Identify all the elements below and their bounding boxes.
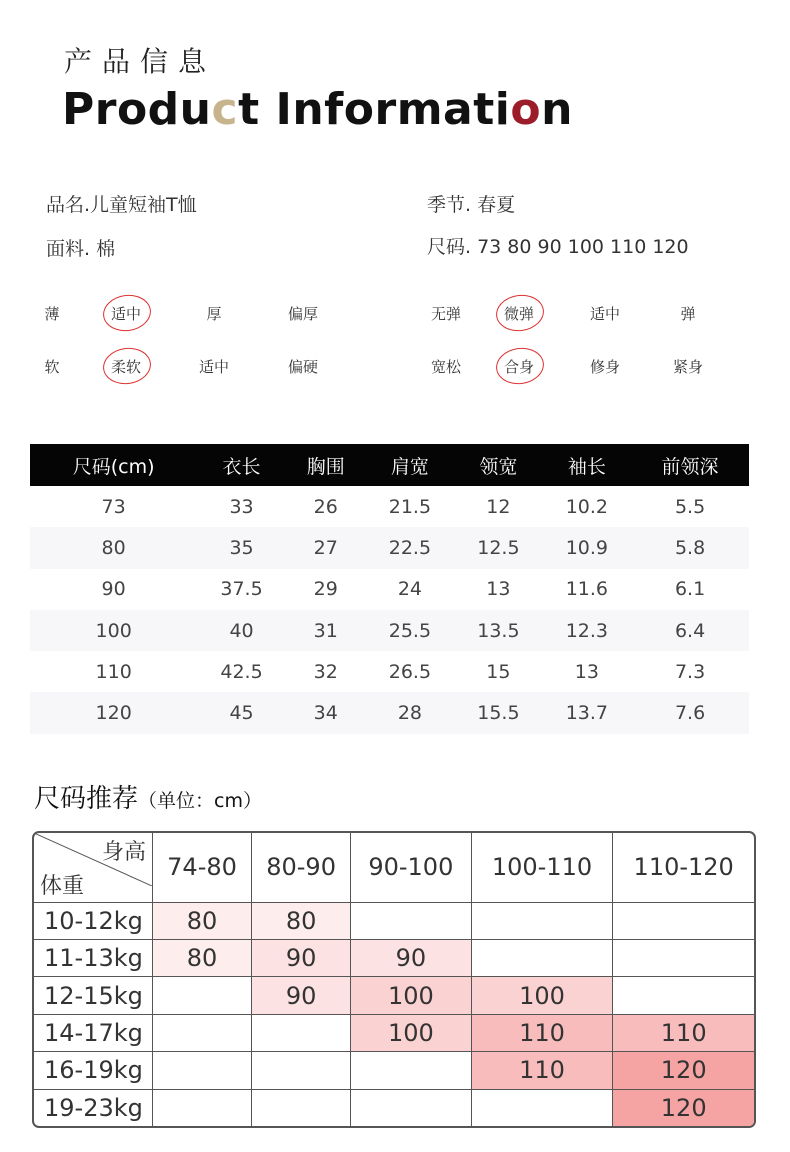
recommend-cell: 100 — [471, 977, 613, 1014]
title-part: n — [541, 84, 573, 135]
table-cell: 120 — [30, 692, 197, 733]
table-cell: 80 — [30, 527, 197, 568]
table-cell: 33 — [229, 495, 254, 518]
recommend-cell — [471, 902, 613, 939]
attr-fit-3: 紧身 — [672, 358, 703, 376]
table-row — [30, 486, 749, 527]
recommend-cell — [351, 1089, 471, 1126]
page-title-en — [62, 84, 573, 135]
height-header: 74-80 — [153, 833, 252, 902]
product-season: 季节. 春夏 — [427, 194, 516, 216]
recommend-row — [34, 939, 754, 976]
col-header: 胸围 — [286, 444, 366, 486]
table-cell: 10.9 — [543, 527, 631, 568]
col-header: 领宽 — [454, 444, 542, 486]
corner-height-label: 身高 — [101, 840, 146, 865]
attr-fit-0: 宽松 — [430, 358, 461, 376]
height-header: 110-120 — [613, 833, 754, 902]
recommend-table-frame — [32, 831, 756, 1128]
table-cell: 37.5 — [220, 578, 263, 601]
recommend-row — [34, 902, 754, 939]
table-cell: 29 — [313, 578, 338, 601]
table-row — [30, 569, 749, 610]
recommend-cell: 100 — [351, 977, 471, 1014]
table-cell: 26.5 — [388, 660, 432, 683]
table-row — [30, 527, 749, 568]
recommend-cell — [252, 1089, 351, 1126]
product-fabric: 面料. 棉 — [46, 238, 116, 260]
recommend-cell: 100 — [351, 1014, 471, 1051]
weight-label: 16-19kg — [34, 1052, 153, 1089]
recommend-cell — [153, 1014, 252, 1051]
table-cell: 7.3 — [674, 660, 706, 683]
table-cell: 10.2 — [565, 495, 609, 518]
recommend-cell: 120 — [613, 1052, 754, 1089]
recommend-unit: （单位：cm） — [138, 790, 262, 812]
recommend-title — [34, 778, 262, 815]
attr-softness-3: 偏硬 — [287, 358, 318, 376]
recommend-cell: 90 — [351, 939, 471, 976]
recommend-cell: 110 — [471, 1014, 613, 1051]
col-header: 前领深 — [631, 444, 749, 486]
height-header: 90-100 — [351, 833, 471, 902]
col-header: 肩宽 — [366, 444, 454, 486]
table-cell: 45 — [197, 692, 285, 733]
table-header-row — [30, 444, 749, 486]
table-cell: 13.7 — [543, 692, 631, 733]
table-cell: 13.5 — [454, 610, 542, 651]
attr-softness-0: 软 — [44, 358, 60, 376]
attr-fit-1: 合身 — [489, 356, 549, 377]
table-cell: 100 — [30, 610, 197, 651]
attr-thickness-2: 厚 — [206, 305, 222, 323]
attr-fit-2: 修身 — [589, 358, 620, 376]
recommend-cell — [351, 902, 471, 939]
table-cell: 40 — [197, 610, 285, 651]
table-cell: 26 — [313, 495, 338, 518]
weight-label: 19-23kg — [34, 1089, 153, 1126]
table-cell: 12 — [486, 495, 511, 518]
recommend-cell — [613, 977, 754, 1014]
recommend-cell: 90 — [252, 977, 351, 1014]
recommend-cell — [351, 1052, 471, 1089]
table-cell: 15 — [486, 660, 511, 683]
weight-label: 14-17kg — [34, 1014, 153, 1051]
table-cell: 110 — [95, 660, 132, 683]
col-header: 衣长 — [197, 444, 285, 486]
table-cell: 34 — [286, 692, 366, 733]
recommend-row — [34, 1089, 754, 1126]
product-name: 品名.儿童短袖T恤 — [46, 194, 197, 216]
title-part: t Informati — [238, 84, 511, 135]
table-cell: 28 — [366, 692, 454, 733]
table-cell: 35 — [197, 527, 285, 568]
recommend-cell — [153, 1089, 252, 1126]
product-sizes: 尺码. 73 80 90 100 110 120 — [427, 236, 689, 258]
table-cell: 13 — [486, 578, 511, 601]
table-cell: 31 — [286, 610, 366, 651]
title-accent-o: o — [510, 84, 542, 135]
attr-elasticity-2: 适中 — [589, 305, 620, 323]
table-cell: 22.5 — [366, 527, 454, 568]
table-cell: 12.5 — [454, 527, 542, 568]
attr-softness-2: 适中 — [198, 358, 229, 376]
table-cell: 7.6 — [631, 692, 749, 733]
recommend-cell: 80 — [252, 902, 351, 939]
table-cell: 6.4 — [631, 610, 749, 651]
table-cell: 12.3 — [543, 610, 631, 651]
recommend-row — [34, 1052, 754, 1089]
page-title-cn: 产品信息 — [64, 45, 217, 78]
corner-cell — [34, 833, 153, 902]
table-cell: 73 — [101, 495, 126, 518]
attr-elasticity-0: 无弹 — [430, 305, 461, 323]
col-header: 尺码(cm) — [30, 444, 197, 486]
table-cell: 32 — [313, 660, 338, 683]
recommend-cell: 90 — [252, 939, 351, 976]
recommend-cell — [153, 977, 252, 1014]
title-part: Produ — [62, 84, 212, 135]
recommend-cell: 110 — [471, 1052, 613, 1089]
recommend-header-row — [34, 833, 754, 902]
recommend-cell — [252, 1014, 351, 1051]
table-cell: 15.5 — [454, 692, 542, 733]
table-cell: 27 — [286, 527, 366, 568]
table-cell: 42.5 — [220, 660, 263, 683]
height-header: 80-90 — [252, 833, 351, 902]
recommend-cell — [153, 1052, 252, 1089]
table-cell: 90 — [101, 578, 126, 601]
table-cell: 6.1 — [674, 578, 706, 601]
recommend-row — [34, 1014, 754, 1051]
attr-softness-1: 柔软 — [96, 356, 156, 377]
table-cell: 5.5 — [674, 495, 706, 518]
attr-elasticity-1: 微弹 — [489, 303, 549, 324]
weight-label: 10-12kg — [34, 902, 153, 939]
weight-label: 12-15kg — [34, 977, 153, 1014]
table-cell: 25.5 — [366, 610, 454, 651]
recommend-cell — [613, 939, 754, 976]
recommend-title-text: 尺码推荐 — [34, 784, 139, 814]
recommend-cell: 110 — [613, 1014, 754, 1051]
table-cell: 13 — [574, 660, 599, 683]
height-header: 100-110 — [471, 833, 613, 902]
table-row — [30, 651, 749, 692]
col-header: 袖长 — [543, 444, 631, 486]
recommend-cell: 80 — [153, 939, 252, 976]
corner-weight-label: 体重 — [40, 873, 85, 899]
recommend-cell — [471, 1089, 613, 1126]
weight-label: 11-13kg — [34, 939, 153, 976]
recommend-cell — [471, 939, 613, 976]
attr-thickness-3: 偏厚 — [287, 305, 318, 323]
attr-thickness-0: 薄 — [44, 305, 60, 323]
table-cell: 5.8 — [631, 527, 749, 568]
size-chart-table — [30, 444, 749, 734]
table-row — [30, 610, 749, 651]
recommend-cell: 80 — [153, 902, 252, 939]
title-accent-c: c — [211, 84, 239, 135]
table-cell: 21.5 — [388, 495, 432, 518]
table-cell: 11.6 — [565, 578, 609, 601]
table-row — [30, 692, 749, 733]
recommend-cell — [252, 1052, 351, 1089]
recommend-cell: 120 — [613, 1089, 754, 1126]
attr-thickness-1: 适中 — [96, 303, 156, 324]
table-cell: 24 — [397, 578, 422, 601]
attr-elasticity-3: 弹 — [680, 305, 696, 323]
recommend-cell — [613, 902, 754, 939]
recommend-row — [34, 977, 754, 1014]
size-recommend-table — [34, 833, 754, 1126]
